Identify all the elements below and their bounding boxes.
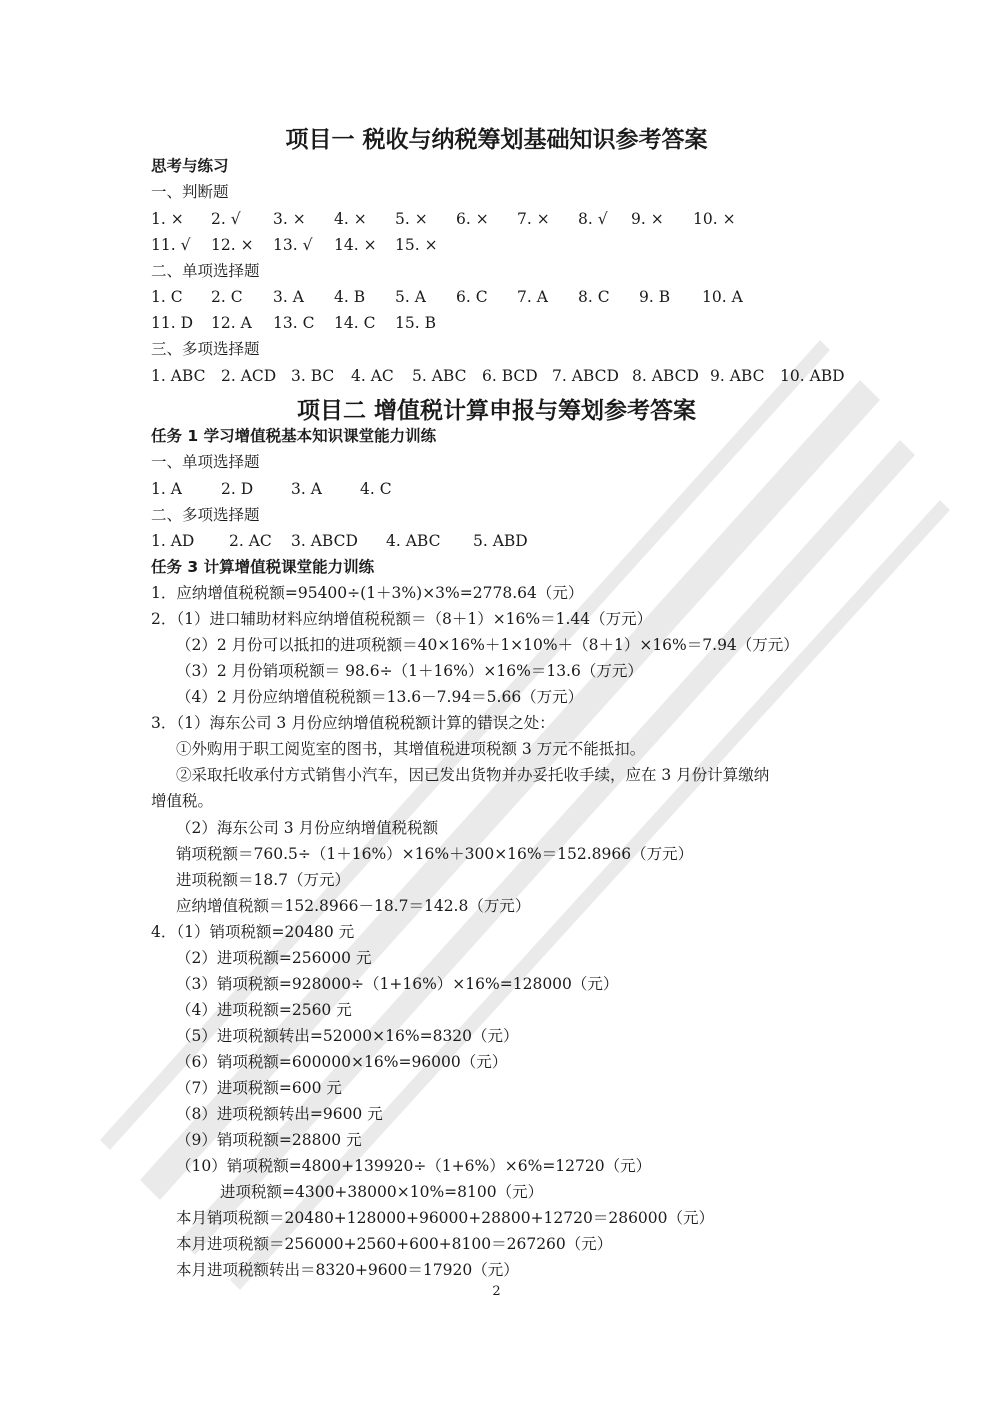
answer-item: 9. B (639, 288, 671, 306)
answer-item: 10. A (702, 288, 743, 306)
answer-item: 1. C (151, 288, 183, 306)
answer-line: 3．（1）海东公司 3 月份应纳增值税税额计算的错误之处： (151, 714, 555, 732)
judgment-heading: 一、判断题 (151, 183, 229, 201)
answer-item: 4. C (360, 480, 392, 498)
answer-item: 3. ABCD (291, 532, 358, 550)
answer-item: 1. ABC (151, 367, 206, 385)
answer-item: 13. C (273, 314, 315, 332)
answer-item: 3. BC (291, 367, 335, 385)
answer-line: 1．应纳增值税税额=95400÷(1＋3%)×3%=2778.64（元） (151, 584, 584, 602)
answer-item: 15. B (395, 314, 436, 332)
answer-line: （5）进项税额转出=52000×16%=8320（元） (176, 1027, 519, 1045)
answer-line: （7）进项税额=600 元 (176, 1079, 342, 1097)
answer-line: 2．（1）进口辅助材料应纳增值税税额＝（8＋1）×16%＝1.44（万元） (151, 610, 653, 628)
answer-item: 6. C (456, 288, 488, 306)
answer-item: 8. C (578, 288, 610, 306)
answer-line: 进项税额＝18.7（万元） (176, 871, 351, 889)
answer-item: 5. × (395, 210, 428, 228)
answer-item: 7. × (517, 210, 550, 228)
answer-line: 应纳增值税额＝152.8966－18.7＝142.8（万元） (176, 897, 531, 915)
task1-multi-choice-heading: 二、多项选择题 (151, 506, 260, 524)
answer-item: 3. A (291, 480, 322, 498)
answer-item: 10. × (693, 210, 736, 228)
answer-item: 15. × (395, 236, 438, 254)
answer-line: （8）进项税额转出=9600 元 (176, 1105, 383, 1123)
answer-item: 1. × (151, 210, 184, 228)
answer-line: ①外购用于职工阅览室的图书，其增值税进项税额 3 万元不能抵扣。 (176, 740, 646, 758)
multi-choice-heading: 三、多项选择题 (151, 340, 260, 358)
single-choice-heading: 二、单项选择题 (151, 262, 260, 280)
answer-line: （3）2 月份销项税额＝ 98.6÷（1＋16%）×16%＝13.6（万元） (176, 662, 643, 680)
answer-item: 5. ABC (412, 367, 467, 385)
answer-item: 3. A (273, 288, 304, 306)
answer-item: 12. A (211, 314, 252, 332)
project2-title: 项目二 增值税计算申报与筹划参考答案 (296, 398, 696, 424)
answer-line: 销项税额＝760.5÷（1＋16%）×16%＋300×16%＝152.8966（万元） (176, 845, 694, 863)
answer-item: 9. × (631, 210, 664, 228)
answer-item: 1. AD (151, 532, 195, 550)
answer-item: 6. BCD (482, 367, 538, 385)
answer-item: 11. √ (151, 236, 191, 254)
answer-line: 本月进项税额＝256000+2560+600+8100＝267260（元） (176, 1235, 613, 1253)
project1-title: 项目一 税收与纳税筹划基础知识参考答案 (285, 127, 708, 153)
answer-line: 本月进项税额转出＝8320+9600＝17920（元） (176, 1261, 519, 1279)
answer-item: 5. A (395, 288, 426, 306)
project1-section-title: 思考与练习 (151, 157, 229, 175)
answer-line: （3）销项税额=928000÷（1+16%）×16%=128000（元） (176, 975, 619, 993)
answer-line: （6）销项税额=600000×16%=96000（元） (176, 1053, 508, 1071)
answer-line: （10）销项税额=4800+139920÷（1+6%）×6%=12720（元） (176, 1157, 652, 1175)
answer-item: 4. × (334, 210, 367, 228)
answer-line: ②采取托收承付方式销售小汽车，因已发出货物并办妥托收手续，应在 3 月份计算缴纳 (176, 766, 770, 784)
answer-line: （4）2 月份应纳增值税税额＝13.6－7.94＝5.66（万元） (176, 688, 584, 706)
task3-title: 任务 3 计算增值税课堂能力训练 (151, 558, 375, 576)
answer-line: （2）2 月份可以抵扣的进项税额＝40×16%＋1×10%＋（8＋1）×16%＝7.94（万元） (176, 636, 799, 654)
answer-item: 12. × (211, 236, 254, 254)
answer-line: （2）海东公司 3 月份应纳增值税税额 (176, 819, 439, 837)
answer-item: 4. B (334, 288, 366, 306)
answer-item: 2. ACD (221, 367, 277, 385)
answer-item: 14. × (334, 236, 377, 254)
answer-item: 3. × (273, 210, 306, 228)
answer-line: 本月销项税额＝20480+128000+96000+28800+12720＝286000（元） (176, 1209, 715, 1227)
answer-item: 2. D (221, 480, 254, 498)
answer-line: 增值税。 (151, 792, 214, 810)
page-number: 2 (492, 1284, 501, 1299)
answer-item: 14. C (334, 314, 376, 332)
answer-item: 6. × (456, 210, 489, 228)
answer-item: 2. √ (211, 210, 241, 228)
answer-line: 进项税额=4300+38000×10%=8100（元） (220, 1183, 544, 1201)
answer-item: 4. ABC (386, 532, 441, 550)
answer-item: 2. AC (229, 532, 272, 550)
answer-item: 5. ABD (473, 532, 528, 550)
answer-item: 7. ABCD (552, 367, 619, 385)
answer-line: （9）销项税额=28800 元 (176, 1131, 362, 1149)
answer-item: 1. A (151, 480, 182, 498)
task1-single-choice-heading: 一、单项选择题 (151, 453, 260, 471)
answer-item: 7. A (517, 288, 548, 306)
answer-item: 13. √ (273, 236, 313, 254)
answer-line: （4）进项税额=2560 元 (176, 1001, 352, 1019)
answer-item: 11. D (151, 314, 194, 332)
answer-item: 8. ABCD (632, 367, 699, 385)
answer-item: 2. C (211, 288, 243, 306)
answer-item: 10. ABD (780, 367, 845, 385)
answer-item: 9. ABC (710, 367, 765, 385)
answer-item: 8. √ (578, 210, 608, 228)
task1-title: 任务 1 学习增值税基本知识课堂能力训练 (151, 427, 437, 445)
answer-line: （2）进项税额=256000 元 (176, 949, 372, 967)
answer-item: 4. AC (351, 367, 394, 385)
answer-line: 4．（1）销项税额=20480 元 (151, 923, 355, 941)
